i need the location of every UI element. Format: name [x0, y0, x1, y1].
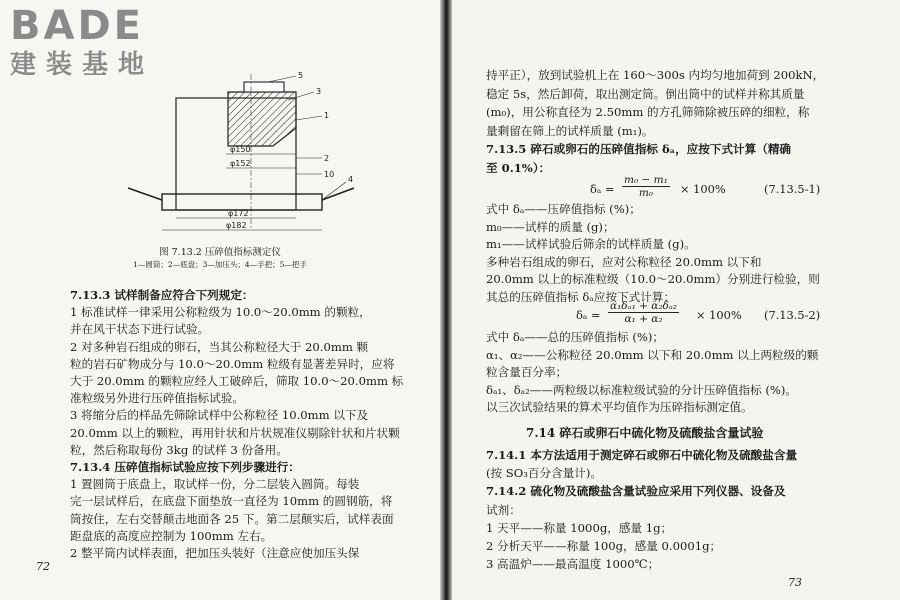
- watermark-logo: BADE: [10, 3, 144, 49]
- text-line: δₐ₁、δₐ₂——两粒级以标准粒级试验的分计压碎值指标 (%)。: [486, 382, 798, 397]
- apparatus-figure: [118, 70, 368, 240]
- callout-label: 5: [298, 71, 304, 80]
- formula1-numerator: m₀ − m₁: [624, 174, 668, 186]
- text-line: 3 将缩分后的样品先筛除试样中公称粒径 10.0mm 以下及: [70, 408, 369, 423]
- text-line: 1 天平——称量 1000g，感量 1g；: [486, 520, 673, 535]
- formula2-denominator: α₁ + α₂: [624, 313, 663, 325]
- formula2-number: (7.13.5-2): [764, 308, 821, 322]
- right-page: [452, 0, 900, 600]
- text-line: 1 置圆筒于底盘上，取试样一份，分二层装入圆筒。每装: [70, 477, 360, 492]
- formula1-number: (7.13.5-1): [764, 182, 821, 196]
- book-gutter: [440, 0, 452, 600]
- formula1-lhs: δₐ =: [590, 182, 615, 196]
- text-line: 2 分析天平——称量 100g，感量 0.0001g；: [486, 539, 722, 553]
- text-line: 持平正），放到试验机上在 160～300s 内均匀地加荷到 200kN，: [486, 68, 825, 82]
- text-line: 准粒级另外进行压碎值指标试验。: [70, 391, 244, 406]
- text-line: 粒含量百分率；: [486, 365, 568, 379]
- formula1-tail: × 100%: [680, 182, 726, 196]
- figure-caption: 图 7.13.2 压碎值指标测定仪: [159, 247, 281, 258]
- text-line: 粒的岩石矿物成分与 10.0～20.0mm 粒级有显著差异时，应将: [70, 356, 395, 371]
- text-line: 3 高温炉——最高温度 1000℃；: [486, 557, 660, 572]
- formula1-denominator: m₀: [638, 187, 653, 199]
- callout-label: 1: [324, 111, 330, 120]
- base-plate-shape: [162, 194, 322, 210]
- callout-label: 2: [324, 154, 330, 163]
- formula2-lhs: δₐ =: [576, 308, 601, 322]
- text-line: 1 标准试样一律采用公称粒级为 10.0～20.0mm 的颗粒，: [70, 305, 371, 320]
- text-line: 7.13.3 试样制备应符合下列规定：: [70, 288, 254, 302]
- text-line: 至 0.1%）：: [486, 161, 551, 175]
- text-line: 20.0mm 以上的颗粒，再用针状和片状规准仪剔除针状和片状颗: [70, 425, 400, 440]
- text-line: 筒按住，左右交替颠击地面各 25 下。第二层颠实后，试样表面: [70, 511, 394, 526]
- figure-legend: 1—圆筒；2—底盘；3—加压头；4—手把；5—把手: [133, 260, 307, 269]
- handle-right: [322, 188, 354, 200]
- handle-left: [128, 188, 162, 200]
- press-head-shape: [228, 92, 296, 146]
- left-page: [0, 0, 440, 600]
- formula2-fraction: [608, 300, 679, 325]
- text-line: 并在风干状态下进行试验。: [70, 322, 210, 337]
- text-line: 式中 δₐ——压碎值指标 (%)；: [486, 202, 641, 216]
- press-head-handle: [244, 82, 284, 92]
- text-line: 大于 20.0mm 的颗粒应经人工破碎后，筛取 10.0～20.0mm 标: [70, 374, 404, 388]
- dim-label: φ172: [228, 209, 249, 218]
- page-number-right: 73: [788, 576, 802, 589]
- text-line: 试剂：: [486, 502, 521, 517]
- text-line: m₀——试样的质量 (g)；: [486, 219, 615, 234]
- section-title: 7.14 碎石或卵石中硫化物及硫酸盐含量试验: [526, 426, 764, 440]
- text-line: 7.14.2 硫化物及硫酸盐含量试验应采用下列仪器、设备及: [486, 484, 786, 499]
- text-line: (按 SO₃百分含量计)。: [486, 466, 602, 481]
- text-line: 完一层试样后，在底盘下面垫放一直径为 10mm 的圆钢筋，将: [70, 494, 393, 509]
- text-line: (m₀)，用公称直径为 2.50mm 的方孔筛筛除被压碎的细粒，称: [486, 105, 810, 120]
- dim-label: φ152: [230, 159, 251, 168]
- formula2-tail: × 100%: [696, 308, 742, 322]
- text-line: 7.14.1 本方法适用于测定碎石或卵石中硫化物及硫酸盐含量: [486, 448, 798, 462]
- callout-label: 10: [324, 170, 335, 179]
- text-line: α₁、α₂——公称粒径 20.0mm 以下和 20.0mm 以上两粒级的颗: [486, 347, 819, 362]
- text-line: 以三次试验结果的算术平均值作为压碎指标测定值。: [486, 400, 753, 414]
- formula1-fraction: [622, 174, 670, 199]
- dim-label: φ182: [226, 221, 247, 230]
- text-line: 7.13.5 碎石或卵石的压碎值指标 δₐ，应按下式计算（精确: [486, 142, 792, 157]
- text-line: 粒，然后称取每份 3kg 的试样 3 份备用。: [70, 442, 288, 457]
- text-line: m₁——试样试验后筛余的试样质量 (g)。: [486, 237, 696, 251]
- text-line: 20.0mm 以上的标准粒级（10.0～20.0mm）分别进行检验，则: [486, 272, 820, 286]
- page-number-left: 72: [36, 560, 50, 573]
- callout-label: 4: [348, 175, 354, 184]
- text-line: 其总的压碎值指标 δₐ应按下式计算：: [486, 289, 676, 304]
- text-line: 2 对多种岩石组成的卵石，当其公称粒径大于 20.0mm 颗: [70, 339, 369, 354]
- text-line: 7.13.4 压碎值指标试验应按下列步骤进行：: [70, 460, 300, 474]
- text-line: 2 整平筒内试样表面，把加压头装好（注意应使加压头保: [70, 546, 360, 560]
- watermark-subtitle: 建装基地: [10, 50, 155, 80]
- text-line: 稳定 5s，然后卸荷，取出测定筒。倒出筒中的试样并称其质量: [486, 86, 805, 101]
- formula2-numerator: α₁δₐ₁ + α₂δₐ₂: [610, 300, 678, 312]
- text-line: 多种岩石组成的卵石，应对公称粒径 20.0mm 以下和: [486, 254, 762, 269]
- text-line: 距盘底的高度应控制为 100mm 左右。: [70, 528, 273, 543]
- text-line: 式中 δₐ——总的压碎值指标 (%)；: [486, 330, 665, 344]
- text-line: 量剩留在筛上的试样质量 (m₁)。: [486, 123, 654, 138]
- dim-label: φ150: [230, 145, 251, 154]
- callout-label: 3: [316, 87, 322, 96]
